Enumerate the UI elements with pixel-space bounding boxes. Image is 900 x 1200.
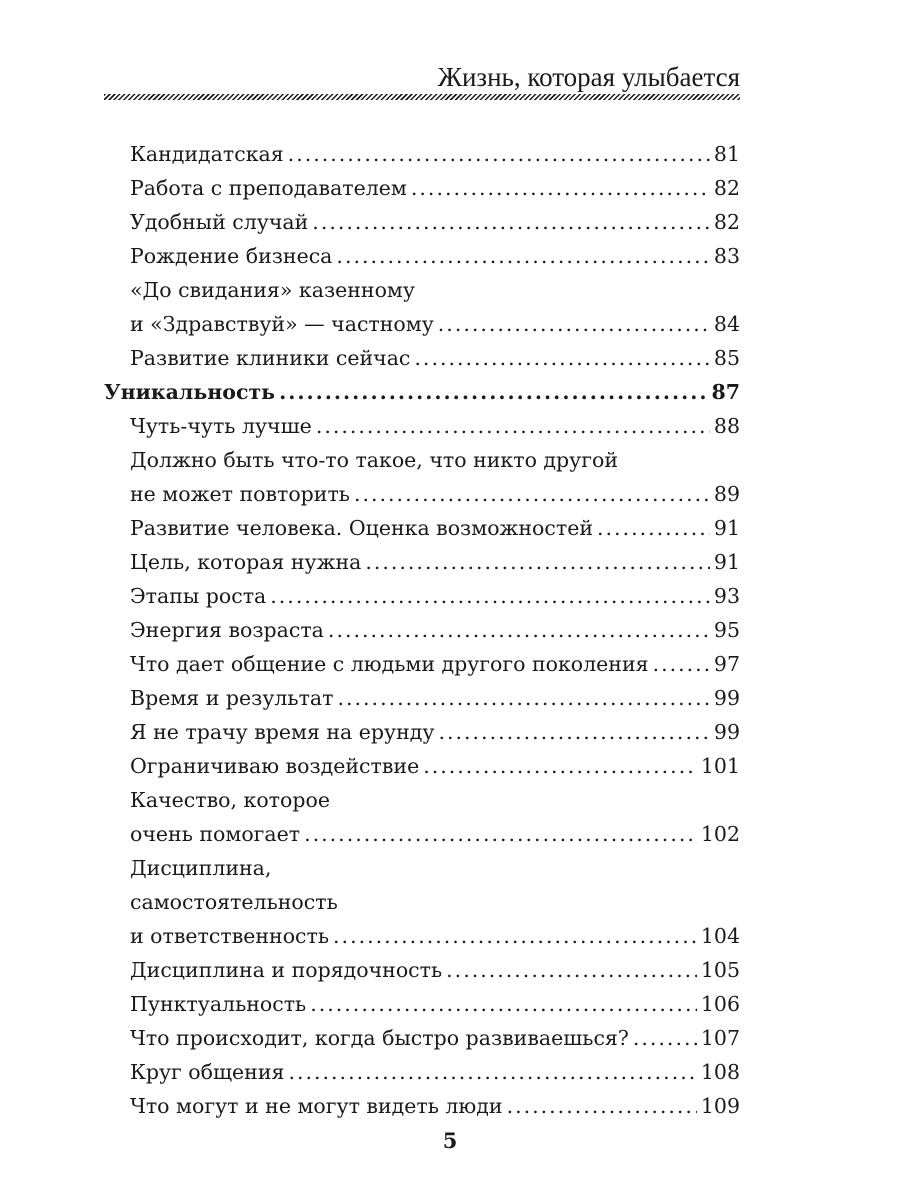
toc-entry-title: Уникальность xyxy=(104,380,276,404)
header-rule xyxy=(104,94,740,100)
toc-entry[interactable] xyxy=(104,205,740,239)
toc-page-number: 106 xyxy=(700,992,740,1016)
toc-page-number: 91 xyxy=(713,516,740,540)
toc-entry-title-line: Дисциплина, xyxy=(130,856,272,880)
dot-leader xyxy=(446,953,697,987)
toc-entry[interactable] xyxy=(104,851,740,953)
toc-entry-title: Ограничиваю воздействие xyxy=(130,754,420,778)
dot-leader xyxy=(423,749,697,783)
toc-entry-title-line: самостоятельность xyxy=(130,890,338,914)
toc-page-number: 82 xyxy=(713,210,740,234)
toc-entry[interactable] xyxy=(104,443,740,511)
toc-entry-title: Время и результат xyxy=(130,686,334,710)
dot-leader xyxy=(507,1089,697,1123)
toc-page-number: 84 xyxy=(713,312,740,336)
toc-page-number: 82 xyxy=(713,176,740,200)
toc-page-number: 97 xyxy=(713,652,740,676)
toc-page-number: 91 xyxy=(713,550,740,574)
dot-leader xyxy=(438,307,710,341)
toc-entry-title: Работа с преподавателем xyxy=(130,176,407,200)
toc-page-number: 109 xyxy=(700,1094,740,1118)
toc-entry[interactable] xyxy=(104,715,740,749)
toc-page-number: 88 xyxy=(713,414,740,438)
toc-entry[interactable] xyxy=(104,409,740,443)
dot-leader xyxy=(312,205,710,239)
toc-entry[interactable] xyxy=(104,1055,740,1089)
toc-entry-title-line: Качество, которое xyxy=(130,788,330,812)
toc-page-number: 85 xyxy=(713,346,740,370)
running-title: Жизнь, которая улыбается xyxy=(437,62,740,92)
toc-entry[interactable] xyxy=(104,613,740,647)
toc-entry-title: Цель, которая нужна xyxy=(130,550,362,574)
toc-entry[interactable] xyxy=(104,171,740,205)
toc-page-number: 99 xyxy=(713,720,740,744)
toc-entry-title: Энергия возраста xyxy=(130,618,324,642)
toc-entry[interactable] xyxy=(104,273,740,341)
toc-entry-title: Рождение бизнеса xyxy=(130,244,333,268)
toc-entry[interactable] xyxy=(104,239,740,273)
toc-page-number: 108 xyxy=(700,1060,740,1084)
toc-page-number: 101 xyxy=(700,754,740,778)
dot-leader xyxy=(411,171,710,205)
toc-entry-title: и ответственность xyxy=(130,924,330,948)
dot-leader xyxy=(653,647,710,681)
toc-entry-title: Кандидатская xyxy=(130,142,284,166)
toc-entry-title: Этапы роста xyxy=(130,584,267,608)
toc-page-number: 89 xyxy=(713,482,740,506)
dot-leader xyxy=(288,1055,696,1089)
toc-entry[interactable] xyxy=(104,647,740,681)
dot-leader xyxy=(288,137,710,171)
dot-leader xyxy=(316,409,710,443)
toc-entry-title-line: Должно быть что-то такое, что никто другой xyxy=(130,448,618,472)
toc-page-number: 83 xyxy=(713,244,740,268)
toc-entry[interactable] xyxy=(104,341,740,375)
toc-entry[interactable] xyxy=(104,681,740,715)
toc-page-number: 87 xyxy=(711,380,740,404)
toc-entry[interactable] xyxy=(104,987,740,1021)
toc-page-number: 107 xyxy=(700,1026,740,1050)
toc-entry-title: Что дает общение с людьми другого поколения xyxy=(130,652,649,676)
dot-leader xyxy=(310,987,697,1021)
toc-entry[interactable] xyxy=(104,579,740,613)
dot-leader xyxy=(328,613,710,647)
dot-leader xyxy=(279,375,707,409)
toc-page-number: 95 xyxy=(713,618,740,642)
toc-entry[interactable] xyxy=(104,783,740,851)
table-of-contents xyxy=(104,137,740,1123)
toc-entry-title: Что происходит, когда быстро развиваешься? xyxy=(130,1026,629,1050)
toc-section-entry[interactable] xyxy=(104,375,740,409)
toc-entry-title-line: «До свидания» казенному xyxy=(130,278,415,302)
toc-entry[interactable] xyxy=(104,1089,740,1123)
toc-entry[interactable] xyxy=(104,749,740,783)
toc-entry-title: Круг общения xyxy=(130,1060,285,1084)
toc-entry-title: Пунктуальность xyxy=(130,992,307,1016)
toc-page-number: 104 xyxy=(700,924,740,948)
toc-page-number: 99 xyxy=(713,686,740,710)
dot-leader xyxy=(633,1021,697,1055)
toc-entry[interactable] xyxy=(104,137,740,171)
toc-entry-title: Я не трачу время на ерунду xyxy=(130,720,435,744)
running-header xyxy=(104,56,740,102)
toc-entry-title: Удобный случай xyxy=(130,210,309,234)
dot-leader xyxy=(333,919,697,953)
dot-leader xyxy=(438,715,709,749)
toc-entry[interactable] xyxy=(104,511,740,545)
toc-entry-title: и «Здравствуй» — частному xyxy=(130,312,434,336)
toc-page-number: 93 xyxy=(713,584,740,608)
toc-entry-title: Дисциплина и порядочность xyxy=(130,958,443,982)
toc-page-number: 81 xyxy=(713,142,740,166)
toc-entry-title: не может повторить xyxy=(130,482,350,506)
toc-entry-title: Что могут и не могут видеть люди xyxy=(130,1094,503,1118)
toc-entry-title: Развитие человека. Оценка возможностей xyxy=(130,516,594,540)
toc-page-number: 102 xyxy=(700,822,740,846)
toc-entry[interactable] xyxy=(104,953,740,987)
toc-entry[interactable] xyxy=(104,545,740,579)
toc-entry[interactable] xyxy=(104,1021,740,1055)
toc-entry-title: Развитие клиники сейчас xyxy=(130,346,411,370)
dot-leader xyxy=(365,545,710,579)
dot-leader xyxy=(304,817,697,851)
toc-page-number: 105 xyxy=(700,958,740,982)
dot-leader xyxy=(337,681,709,715)
toc-entry-title: Чуть-чуть лучше xyxy=(130,414,312,438)
page-number: 5 xyxy=(442,1128,458,1153)
dot-leader xyxy=(270,579,710,613)
dot-leader xyxy=(597,511,710,545)
dot-leader xyxy=(354,477,710,511)
dot-leader xyxy=(414,341,710,375)
dot-leader xyxy=(336,239,709,273)
toc-entry-title: очень помогает xyxy=(130,822,301,846)
